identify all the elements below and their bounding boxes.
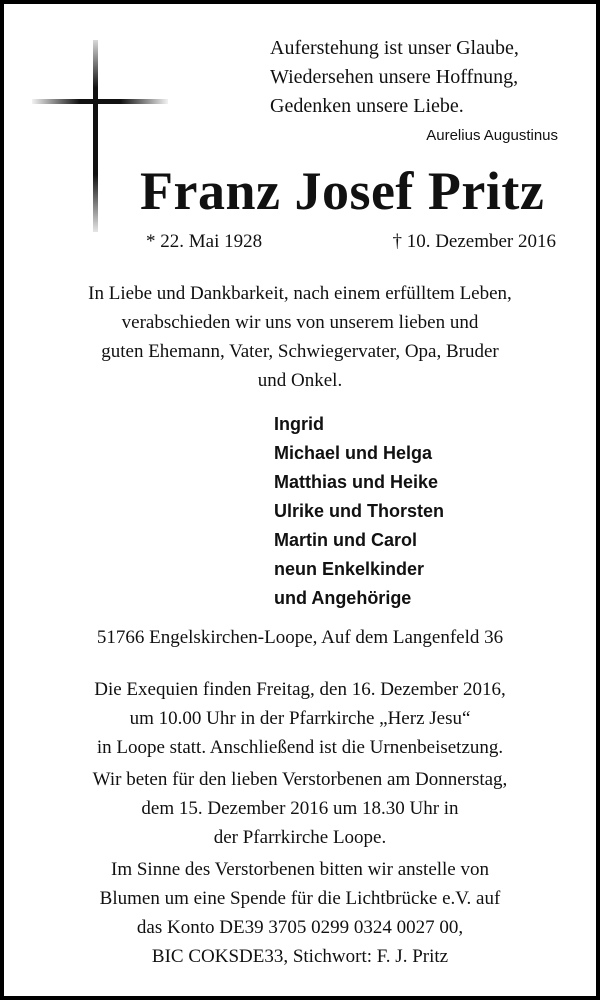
prayer-line: dem 15. Dezember 2016 um 18.30 Uhr in: [141, 798, 459, 819]
prayer-line: Wir beten für den lieben Verstorbenen am Donnerstag,: [92, 769, 508, 790]
service-line: Die Exequien finden Freitag, den 16. Dezember 2016,: [94, 679, 506, 700]
donation-line: Im Sinne des Verstorbenen bitten wir anstelle von: [111, 859, 489, 880]
intro-line: In Liebe und Dankbarkeit, nach einem erfülltem Leben,: [88, 283, 512, 304]
deceased-name: Franz Josef Pritz: [140, 161, 545, 221]
death-date: † 10. Dezember 2016: [392, 231, 556, 252]
motto-quote: [270, 34, 570, 121]
family-member: und Angehörige: [274, 588, 412, 608]
donation-line: Blumen um eine Spende für die Lichtbrücke e.V. auf: [99, 888, 501, 909]
intro-text: [20, 279, 580, 395]
funeral-service-text: [20, 675, 580, 762]
intro-line: guten Ehemann, Vater, Schwiegervater, Opa, Bruder: [101, 341, 499, 362]
family-member: Ulrike und Thorsten: [274, 501, 445, 521]
motto-line: Gedenken unsere Liebe.: [270, 95, 464, 117]
donation-line: BIC COKSDE33, Stichwort: F. J. Pritz: [151, 946, 449, 967]
motto-line: Wiedersehen unsere Hoffnung,: [270, 66, 519, 88]
address-line: 51766 Engelskirchen-Loope, Auf dem Langenfeld 36: [96, 627, 504, 648]
family-member: Michael und Helga: [274, 443, 433, 463]
prayer-line: der Pfarrkirche Loope.: [213, 827, 387, 848]
service-line: in Loope statt. Anschließend ist die Urnenbeisetzung.: [96, 737, 504, 758]
donation-text: [20, 855, 580, 971]
quote-author: Aurelius Augustinus: [426, 127, 558, 144]
family-list: [274, 410, 444, 613]
intro-line: verabschieden wir uns von unserem lieben und: [121, 312, 479, 333]
birth-date: * 22. Mai 1928: [146, 231, 263, 252]
family-member: Ingrid: [274, 414, 324, 434]
motto-line: Auferstehung ist unser Glaube,: [270, 37, 519, 59]
family-member: neun Enkelkinder: [274, 559, 425, 579]
intro-line: und Onkel.: [257, 370, 343, 391]
donation-line: das Konto DE39 3705 0299 0324 0027 00,: [136, 917, 464, 938]
family-member: Martin und Carol: [274, 530, 417, 550]
family-member: Matthias und Heike: [274, 472, 439, 492]
prayer-text: [20, 765, 580, 852]
service-line: um 10.00 Uhr in der Pfarrkirche „Herz Jesu“: [129, 708, 471, 729]
address: [20, 623, 580, 652]
